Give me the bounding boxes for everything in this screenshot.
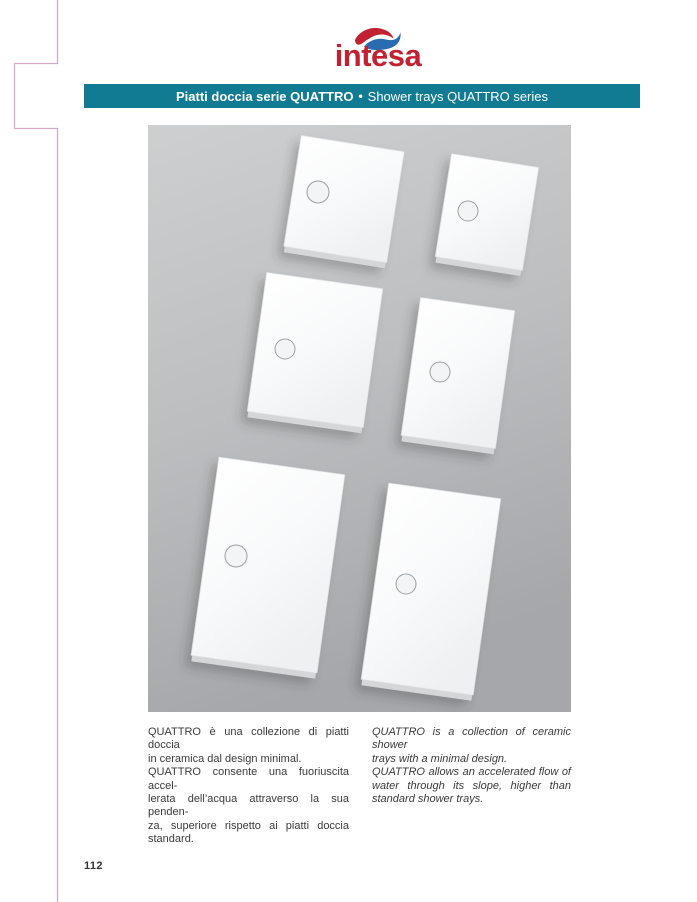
series-title-english: Shower trays QUATTRO series (367, 88, 549, 104)
text-line: QUATTRO allows an accelerated flow of (372, 766, 571, 779)
tray-face (401, 298, 514, 449)
tray-face (284, 136, 404, 263)
tray-drain (458, 201, 478, 221)
text-line: standard. (148, 833, 194, 846)
text-line: standard shower trays. (372, 793, 484, 806)
tray-face (247, 273, 382, 428)
tray-drain (396, 574, 416, 594)
text-line: QUATTRO è una collezione di piatti doccia (148, 726, 349, 752)
tray-face (435, 154, 538, 270)
tray-drain (430, 362, 450, 382)
series-title-italian: Piatti doccia serie QUATTRO (175, 88, 354, 104)
shower-tray (400, 298, 514, 455)
tray-drain (225, 545, 247, 567)
tray-drain (307, 181, 329, 203)
series-header-bar (84, 84, 640, 108)
text-line: za, superiore rispetto ai piatti doccia (148, 819, 349, 832)
text-line: water through its slope, higher than (372, 779, 571, 792)
text-line: trays with a minimal design. (372, 752, 508, 765)
shower-trays-image (148, 125, 571, 712)
text-line: lerata dell’acqua attraverso la sua penden- (148, 793, 349, 819)
intesa-logo (326, 24, 430, 80)
tray-drain (275, 339, 295, 359)
description-english (372, 726, 571, 806)
pink-rule-path (15, 0, 58, 902)
shower-tray (283, 136, 404, 269)
title-separator-bullet: • (358, 89, 363, 103)
product-photo (148, 125, 571, 712)
logo-wordmark: intesa (334, 38, 422, 73)
shower-tray (246, 273, 382, 434)
page-number: 112 (84, 860, 103, 872)
shower-tray (434, 154, 538, 276)
description-italian (148, 726, 349, 847)
text-line: in ceramica dal design minimal. (148, 752, 302, 765)
tray-face (191, 457, 345, 673)
text-line: QUATTRO is a collection of ceramic shower (372, 726, 571, 752)
text-line: QUATTRO consente una fuoriuscita accel- (148, 766, 349, 792)
